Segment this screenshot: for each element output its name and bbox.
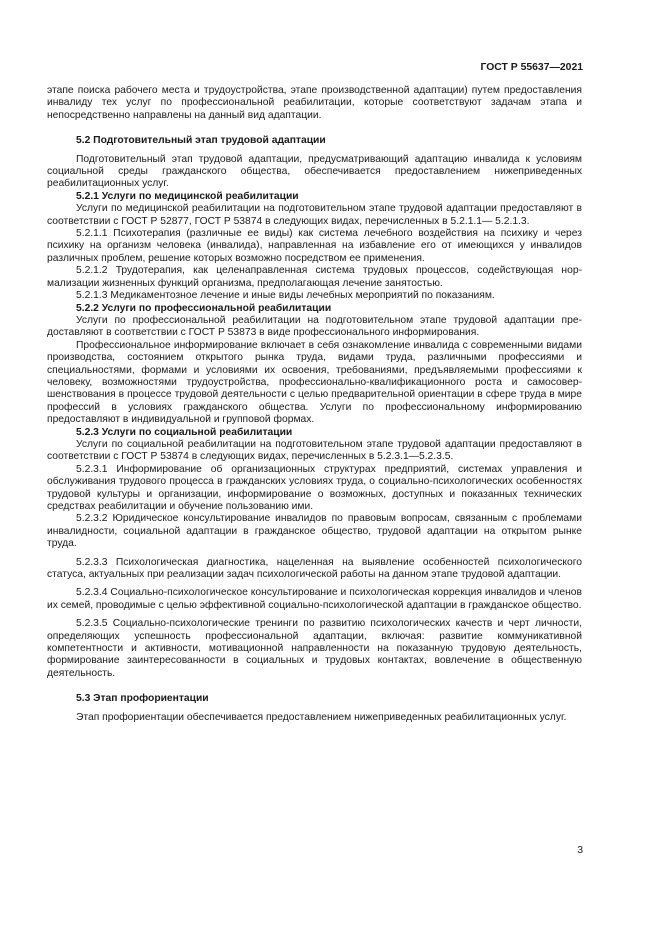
paragraph: Услуги по медицинской реабилитации на подготовительном этапе трудовой адаптации предоставляют в соответствии с ГОСТ Р 52877, ГОСТ Р 53874 в следующих видах, перечисленных в 5.2.1.1— 5.2.1.3. xyxy=(47,203,582,227)
paragraph: Этап профориентации обеспечивается предоставлением нижеприведенных реабилитационных услуг. xyxy=(76,711,567,723)
paragraph: 5.2.3.1 Информирование об организационных структурах предприятий, системах управления и обслуживания трудового процесса в гражданских условиях труда, о социально-психологических особенностях трудовой культуры и организации, информирование о возможных, доступных и показанных технических средствах реабилитации и обучение пользованию ими. xyxy=(47,463,582,512)
paragraph: Профессиональное информирование включает в себя ознакомление инвалида с современными видами производства, состоянием открытого рынка труда, видами труда, различными профессиями и специальностями, формами и условиями их освоения, требованиями, предъявляемыми профессиями к человеку, возможностями трудоустройства, профессионально-квалификационного роста и самосовершенствования в процессе трудовой деятельности с целью предварительной ориентации в сфере труда в мире профессий в условиях гражданского общества. Услуги по профессиональному информированию предоставляют в индивидуальной и групповой формах. xyxy=(47,339,582,426)
page-number: 3 xyxy=(577,845,583,856)
paragraph: 5.2.3.4 Социально-психологическое консультирование и психологическая коррекция инвалидов и членов их семей, проводимые с целью эффективной социально-психологической адаптации в гражданское общество. xyxy=(47,587,582,611)
paragraph: 5.2.1.3 Медикаментозное лечение и иные виды лечебных мероприятий по показаниям. xyxy=(76,290,495,302)
section-heading-5-3: 5.3 Этап профориентации xyxy=(76,693,209,705)
document-body xyxy=(47,85,582,724)
subsection-heading-5-2-2: 5.2.2 Услуги по профессиональной реабилитации xyxy=(76,302,332,314)
subsection-heading-5-2-3: 5.2.3 Услуги по социальной реабилитации xyxy=(76,426,293,438)
paragraph: Услуги по профессиональной реабилитации на подготовительном этапе трудовой адаптации предоставляют в соответствии с ГОСТ Р 53873 в виде профессионального информирования. xyxy=(47,314,582,339)
paragraph: Услуги по социальной реабилитации на подготовительном этапе трудовой адаптации предоставляют в соответствии с ГОСТ Р 53874 в следующих видах, перечисленных в 5.2.3.1—5.2.3.5. xyxy=(47,438,582,463)
paragraph: 5.2.1.2 Трудотерапия, как целенаправленная система трудовых процессов, содействующая нормализации жизненных функций организма, предполагающая лечение занятостью. xyxy=(47,265,582,289)
paragraph: 5.2.1.1 Психотерапия (различные ее виды) как система лечебного воздействия на психику и через психику на организм человека (инвалида), направленная на избавление его от имеющихся у инвалидов различных проблем, решение которых возможно посредством ее применения. xyxy=(47,228,582,264)
paragraph-continuation: этапе поиска рабочего места и трудоустройства, этапе производственной адаптации) путем предоставления инвалиду тех услуг по профессиональной реабилитации, которые соответствуют задачам этапа и непосредственно направлены на данный вид адаптации. xyxy=(47,85,582,121)
paragraph: Подготовительный этап трудовой адаптации, предусматривающий адаптацию инвалида к условиям социальной среды гражданского общества, обеспечивается предоставлением нижеприведенных реабилитационных услуг. xyxy=(47,153,582,190)
standard-header: ГОСТ Р 55637—2021 xyxy=(480,62,583,73)
section-heading-5-2: 5.2 Подготовительный этап трудовой адаптации xyxy=(76,135,326,147)
subsection-heading-5-2-1: 5.2.1 Услуги по медицинской реабилитации xyxy=(76,190,299,202)
paragraph: 5.2.3.3 Психологическая диагностика, нацеленная на выявление особенностей психологического статуса, актуальных при реализации задач психологической работы на данном этапе трудовой адаптации. xyxy=(47,556,582,581)
paragraph: 5.2.3.5 Социально-психологические тренинги по развитию психологических качеств и черт личности, определяющих успешность профессиональной адаптации, включая: развитие коммуникативной компетентности и активности, мотивационной направленности на показанную трудовую деятельность, формирование заинтересованности в социальных и трудовых контактах, вовлечение в общественную деятельность. xyxy=(47,618,582,679)
paragraph: 5.2.3.2 Юридическое консультирование инвалидов по правовым вопросам, связанным с проблемами инвалидности, социальной адаптации в гражданское общество, трудовой адаптации на открытом рынке труда. xyxy=(47,513,582,550)
